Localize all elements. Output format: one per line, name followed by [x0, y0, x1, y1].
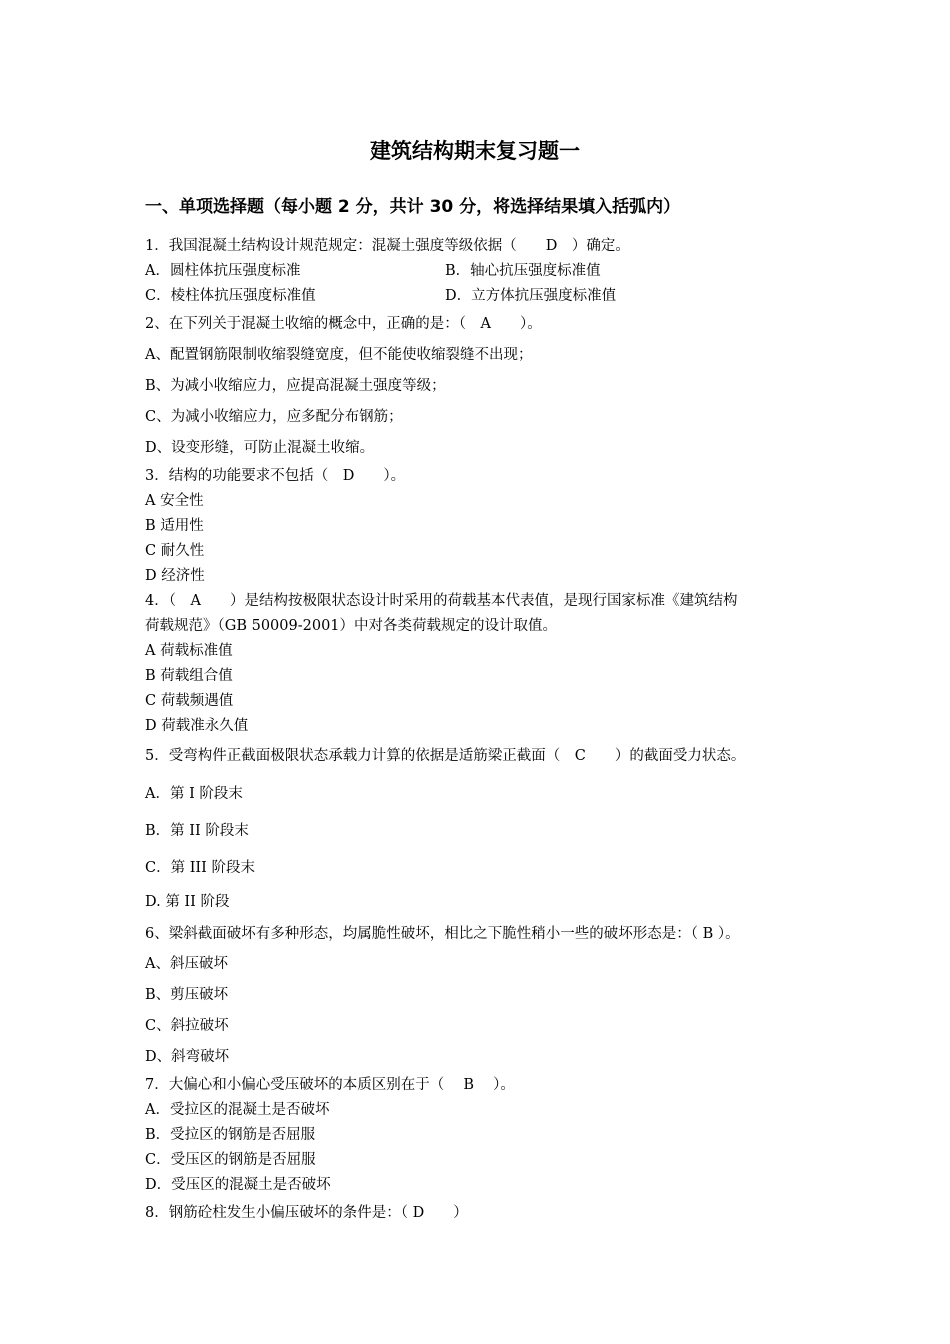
- question-5-option-c: C．第 III 阶段末: [145, 860, 255, 876]
- page-title: 建筑结构期末复习题一: [370, 139, 580, 163]
- question-2-option-a: A、配置钢筋限制收缩裂缝宽度，但不能使收缩裂缝不出现；: [145, 347, 533, 363]
- question-2-stem: 2、在下列关于混凝土收缩的概念中，正确的是：（ A ）。: [145, 316, 542, 332]
- question-1-option-a: A．圆柱体抗压强度标准: [145, 263, 301, 279]
- question-4-option-a: A 荷载标准值: [145, 643, 233, 659]
- question-2-option-c: C、为减小收缩应力，应多配分布钢筋；: [145, 409, 403, 425]
- question-5-option-a: A．第 I 阶段末: [145, 786, 243, 802]
- question-3-option-b: B 适用性: [145, 518, 204, 534]
- question-5-stem: 5．受弯构件正截面极限状态承载力计算的依据是适筋梁正截面（ C ）的截面受力状态。: [145, 748, 746, 764]
- question-3-option-c: C 耐久性: [145, 543, 205, 559]
- question-4-option-d: D 荷载准永久值: [145, 718, 249, 734]
- question-8-stem: 8．钢筋砼柱发生小偏压破坏的条件是：（ D ）: [145, 1205, 468, 1221]
- question-7-stem: 7．大偏心和小偏心受压破坏的本质区别在于（ B ）。: [145, 1077, 515, 1093]
- question-6-stem: 6、梁斜截面破坏有多种形态，均属脆性破坏，相比之下脆性稍小一些的破坏形态是：（ B ）。: [145, 926, 740, 942]
- question-1-option-b: B．轴心抗压强度标准值: [445, 263, 601, 279]
- question-6-option-a: A、斜压破坏: [145, 956, 228, 972]
- question-2-option-b: B、为减小收缩应力，应提高混凝土强度等级；: [145, 378, 446, 394]
- section-heading: 一、单项选择题（每小题 2 分，共计 30 分，将选择结果填入括弧内）: [145, 197, 681, 217]
- question-4-stem-line-1: 4．（ A ）是结构按极限状态设计时采用的荷载基本代表值，是现行国家标准《建筑结构: [145, 593, 738, 609]
- question-7-option-a: A．受拉区的混凝土是否破坏: [145, 1102, 330, 1118]
- question-1-stem: 1．我国混凝土结构设计规范规定：混凝土强度等级依据（ D ）确定。: [145, 238, 630, 254]
- question-3-option-a: A 安全性: [145, 493, 204, 509]
- question-3-option-d: D 经济性: [145, 568, 205, 584]
- question-1-option-c: C．棱柱体抗压强度标准值: [145, 288, 316, 304]
- question-3-stem: 3．结构的功能要求不包括（ D ）。: [145, 468, 406, 484]
- question-6-option-b: B、剪压破坏: [145, 987, 229, 1003]
- question-4-option-b: B 荷载组合值: [145, 668, 233, 684]
- question-5-option-d: D. 第 II 阶段: [145, 894, 230, 910]
- question-7-option-b: B．受拉区的钢筋是否屈服: [145, 1127, 316, 1143]
- question-6-option-c: C、斜拉破坏: [145, 1018, 229, 1034]
- question-4-option-c: C 荷载频遇值: [145, 693, 234, 709]
- question-1-option-d: D．立方体抗压强度标准值: [445, 288, 617, 304]
- question-2-option-d: D、设变形缝，可防止混凝土收缩。: [145, 440, 375, 456]
- question-7-option-d: D．受压区的混凝土是否破坏: [145, 1177, 331, 1193]
- question-7-option-c: C．受压区的钢筋是否屈服: [145, 1152, 316, 1168]
- question-5-option-b: B．第 II 阶段末: [145, 823, 249, 839]
- question-4-stem-line-2: 荷载规范》（GB 50009-2001）中对各类荷载规定的设计取值。: [145, 618, 558, 634]
- question-6-option-d: D、斜弯破坏: [145, 1049, 230, 1065]
